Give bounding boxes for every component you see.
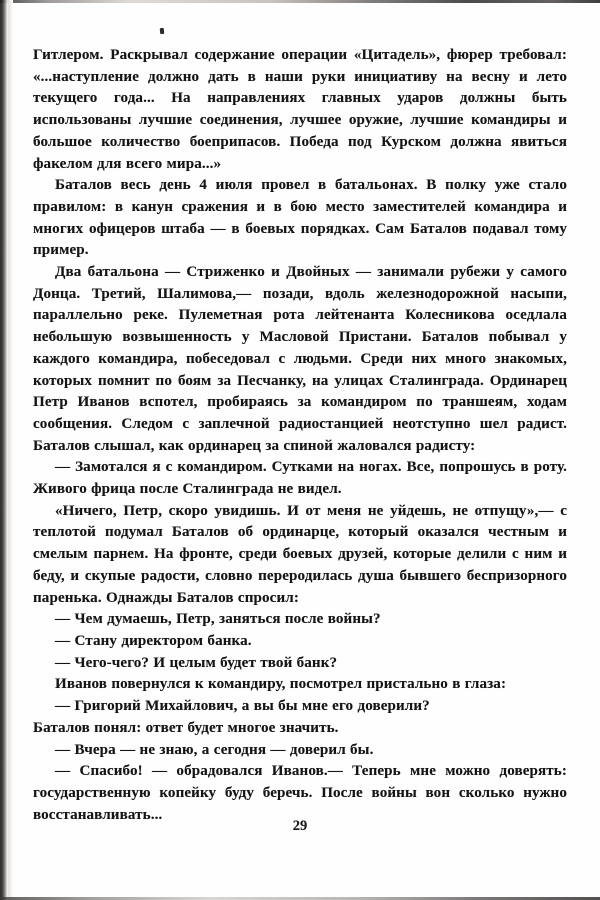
dialogue-line-chego-chego: — Чего-чего? И целым будет твой банк? (55, 654, 338, 671)
dialogue-line-chem-dumaesh: — Чем думаешь, Петр, заняться после войны? (55, 611, 381, 628)
page-number: 29 (292, 818, 308, 834)
page-text-block (33, 45, 567, 826)
paragraph-nichego-petr: «Ничего, Петр, скоро увидишь. И от меня не уйдешь, не отпущу»,— с теплотой подумал Баталов об ординарце, который оказался честным и смелым парнем. На фронте, среди боевых друзей, которые делили с ним и беду, и скупые радости, словно переродилась душа бывшего беспризорного паренька. Однажды Баталов спросил: (33, 502, 567, 606)
dialogue-line-vchera: — Вчера — не знаю, а сегодня — доверил бы. (55, 741, 374, 758)
paragraph-battalions: Два батальона — Стриженко и Двойных — занимали рубежи у самого Донца. Третий, Шалимова,— позади, вдоль железнодорожной насыпи, параллельно реке. Пулеметная рота лейтенанта Колесникова оседлала небольшую возвышенность у Масловой Пристани. Баталов побывал у каждого командира, побеседовал с людьми. Среди них много знакомых, которых помнит по боям за Песчанку, на улицах Сталинграда. Ординарец Петр Иванов вспотел, пробираясь за командиром по траншеям, ходам сообщения. Следом с заплечной радиостанцией неотступно шел радист. Баталов слышал, как ординарец за спиной жаловался радисту: (33, 264, 567, 454)
paragraph-ivanov-povernulsya: Иванов повернулся к командиру, посмотрел пристально в глаза: (55, 676, 507, 693)
scan-edge-top (0, 0, 600, 3)
paragraph-citadel-quote: Гитлером. Раскрывал содержание операции «Цитадель», фюрер требовал: «...наступление должно дать в наши руки инициативу на весну и лето текущего года... На направлениях главных ударов должны быть использованы лучшие соединения, лучшее оружие, лучшие командиры и большое количество боеприпасов. Победа под Курском должна явиться факелом для всего мира...» (33, 47, 567, 172)
ink-speck-artifact (160, 28, 165, 34)
paragraph-batalov-day: Баталов весь день 4 июля провел в батальонах. В полку уже стало правилом: в канун сражения и в бою место заместителей командира и многих офицеров штаба — в боевых порядках. Сам Баталов подавал тому пример. (33, 177, 567, 259)
dialogue-line-stanu-direktorom: — Стану директором банка. (55, 632, 252, 649)
dialogue-line-grigoriy: — Григорий Михайлович, а вы бы мне его доверили? (55, 698, 430, 715)
scan-edge-left-falloff (8, 0, 13, 900)
dialogue-line-spasibo: — Спасибо! — обрадовался Иванов.— Теперь мне можно доверять: государственную копейку буду беречь. После войны вон сколько нужно восстанавливать... (33, 763, 567, 823)
paragraph-batalov-ponyal: Баталов понял: ответ будет многое значить. (33, 719, 339, 736)
scan-edge-left (0, 0, 8, 900)
paragraph-zamotalsya: — Замотался я с командиром. Сутками на ногах. Все, попрошусь в роту. Живого фрица после Сталинграда не видел. (33, 459, 567, 498)
